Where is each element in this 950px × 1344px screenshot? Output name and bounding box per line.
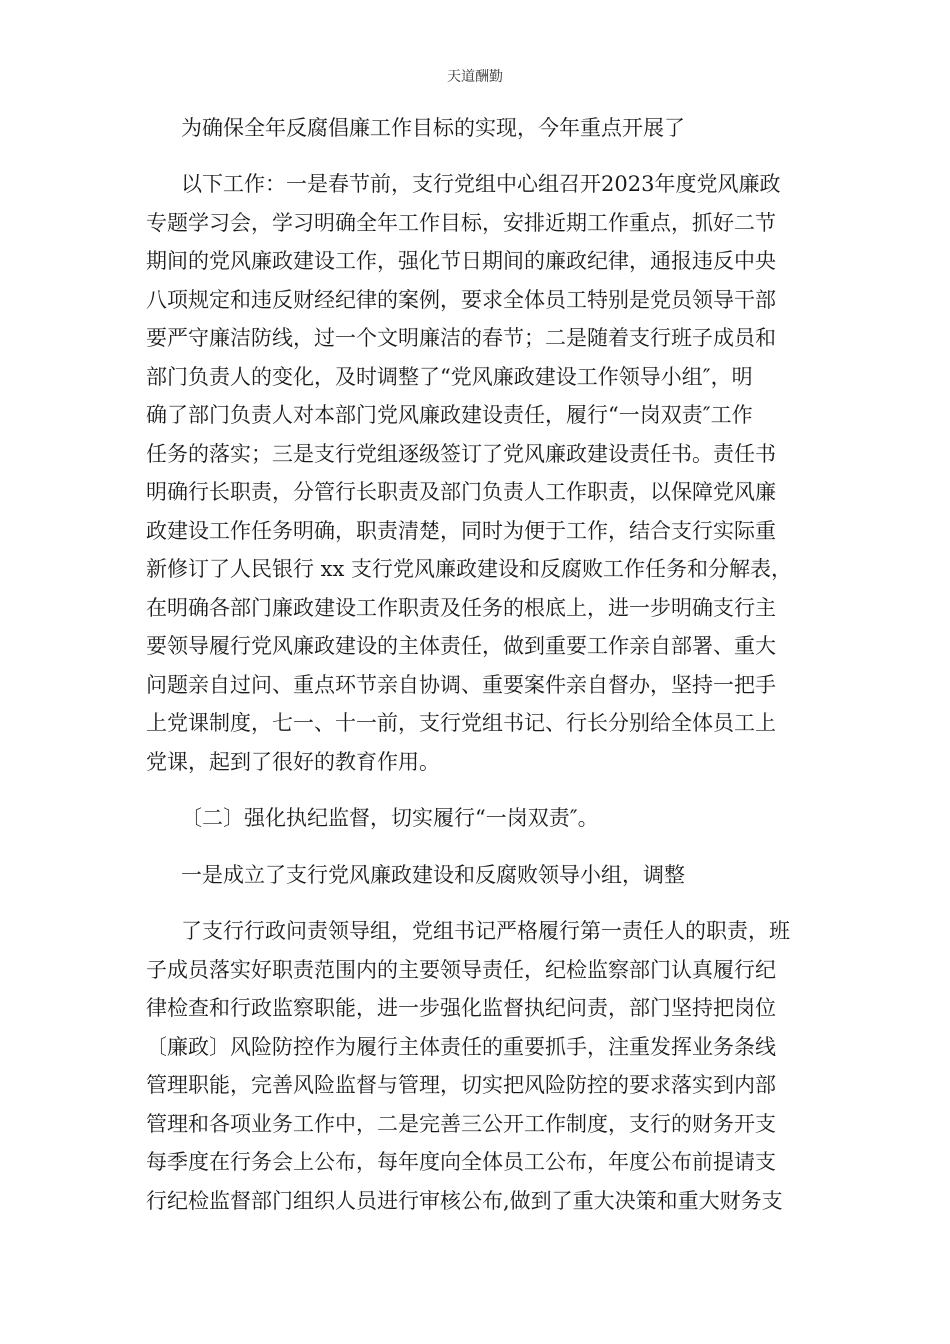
text-line: 在明确各部门廉政建设工作职责及任务的根底上，进一步明确支行主 [146,596,776,620]
text-line: 律检查和行政监察职能，进一步强化监督执纪问责，部门坚持把岗位 [146,996,776,1020]
text-line: 期间的党风廉政建设工作，强化节日期间的廉政纪律，通报违反中央 [146,249,776,273]
text-line: 每季度在行务会上公布，每年度向全体员工公布，年度公布前提请支 [146,1150,776,1174]
text-line: 上党课制度，七一、十一前，支行党组书记、行长分别给全体员工上 [146,711,776,735]
text-line: 党课，起到了很好的教育作用。 [146,750,440,774]
text-line: 要领导履行党风廉政建设的主体责任，做到重要工作亲自部署、重大 [146,634,776,658]
text-line: 要严守廉洁防线，过一个文明廉洁的春节；二是随着支行班子成员和 [146,326,776,350]
text-line: 行纪检监督部门组织人员进行审核公布,做到了重大决策和重大财务支 [146,1189,783,1213]
text-line: 了支行行政问责领导组，党组书记严格履行第一责任人的职责，班 [181,919,790,943]
page-header: 天道酬勤 [447,69,503,85]
text-line: 专题学习会，学习明确全年工作目标，安排近期工作重点，抓好二节 [146,211,776,235]
text-line: 政建设工作任务明确，职责清楚，同时为便于工作，结合支行实际重 [146,519,776,543]
text-line: 管理和各项业务工作中，二是完善三公开工作制度，支行的财务开支 [146,1112,776,1136]
text-line: 以下工作：一是春节前，支行党组中心组召开2023年度党风廉政 [181,172,781,196]
text-line: 问题亲自过问、重点环节亲自协调、重要案件亲自督办，坚持一把手 [146,673,776,697]
text-line: 确了部门负责人对本部门党风廉政建设责任，履行“一岗双责″工作 [146,403,753,427]
text-line: 子成员落实好职责范围内的主要领导责任，纪检监察部门认真履行纪 [146,958,776,982]
section-heading: 〔二〕强化执纪监督，切实履行“一岗双责″。 [181,806,599,830]
text-line: 部门负责人的变化，及时调整了“党风廉政建设工作领导小组″，明 [146,365,753,389]
text-line: 明确行长职责，分管行长职责及部门负责人工作职责，以保障党风廉 [146,480,776,504]
text-line: 为确保全年反腐倡廉工作目标的实现，今年重点开展了 [181,116,685,140]
text-line: 管理职能，完善风险监督与管理，切实把风险防控的要求落实到内部 [146,1073,776,1097]
text-line: 一是成立了支行党风廉政建设和反腐败领导小组，调整 [181,863,685,887]
text-line: 任务的落实；三是支行党组逐级签订了党风廉政建设责任书。责任书 [146,442,776,466]
text-line: 〔廉政〕风险防控作为履行主体责任的重要抓手，注重发挥业务条线 [146,1035,776,1059]
text-line: 新修订了人民银行 xx 支行党风廉政建设和反腐败工作任务和分解表， [146,557,793,581]
text-line: 八项规定和违反财经纪律的案例，要求全体员工特别是党员领导干部 [146,288,776,312]
